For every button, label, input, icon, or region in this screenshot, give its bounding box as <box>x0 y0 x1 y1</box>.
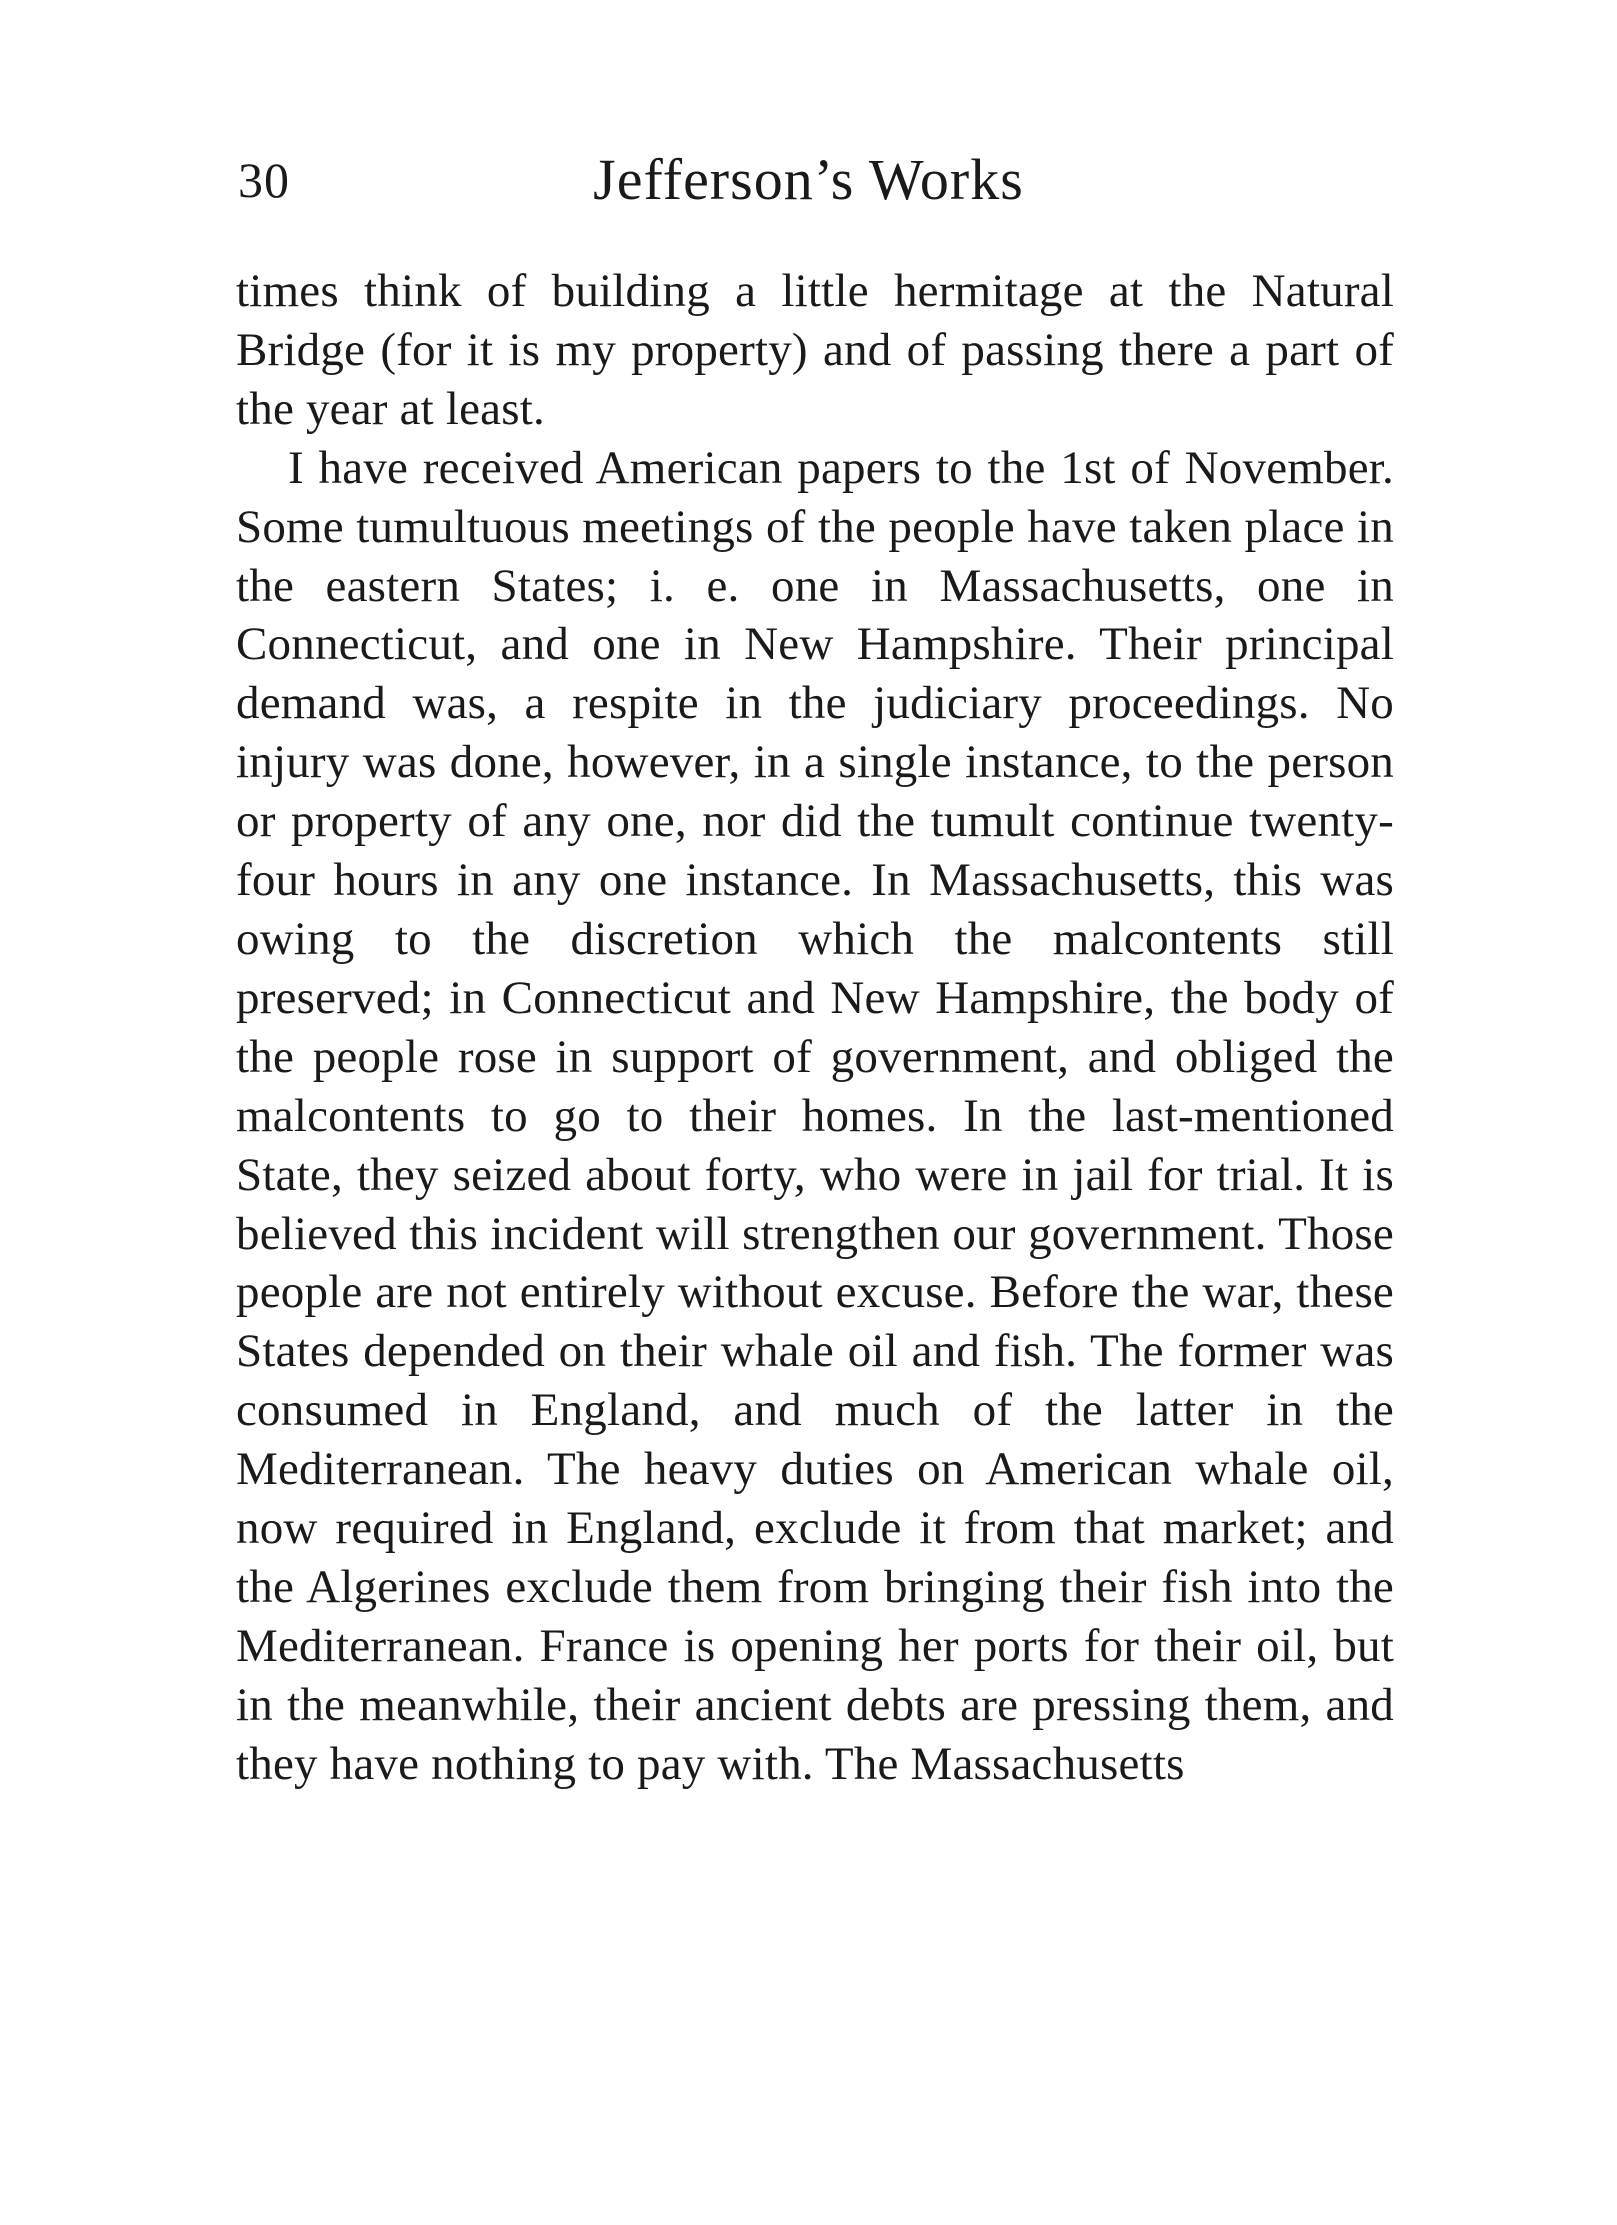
page-number: 30 <box>238 152 290 208</box>
paragraph: I have received American papers to the 1st of November. Some tumultuous meetings of the people have taken place in the eastern States; i. e. one in Massachusetts, one in Connecticut, and one in New Hampshire. Their principal demand was, a respite in the judiciary proceedings. No injury was done, however, in a single instance, to the person or property of any one, nor did the tumult continue twenty-four hours in any one instance. In Massachusetts, this was owing to the discretion which the malcontents still preserved; in Connecticut and New Hampshire, the body of the people rose in support of government, and obliged the malcontents to go to their homes. In the last-mentioned State, they seized about forty, who were in jail for trial. It is believed this incident will strengthen our government. Those people are not entirely without excuse. Before the war, these States depended on their whale oil and fish. The former was consumed in England, and much of the latter in the Mediterranean. The heavy duties on American whale oil, now required in England, exclude it from that market; and the Algerines exclude them from bringing their fish into the Mediterranean. France is opening her ports for their oil, but in the meanwhile, their ancient debts are pressing them, and they have nothing to pay with. The Massachusetts <box>236 441 1394 1790</box>
body-text <box>236 262 1394 1794</box>
paragraph-continued: times think of building a little hermitage at the Natural Bridge (for it is my property) and of passing there a part of the year at least. <box>236 265 1394 435</box>
running-head: Jefferson’s Works <box>593 147 1024 212</box>
